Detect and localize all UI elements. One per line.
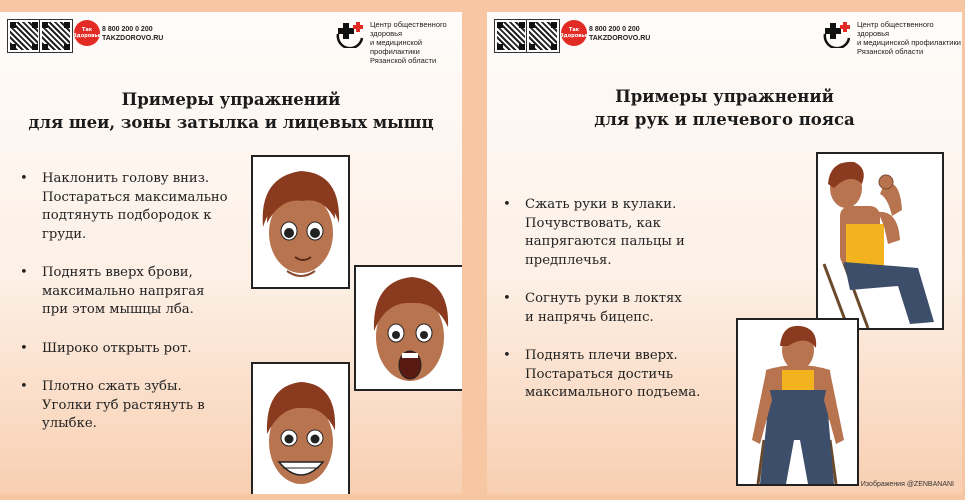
- face-smile-image: [251, 362, 350, 494]
- poster-right: [487, 12, 962, 494]
- exercise-list: [14, 170, 254, 434]
- qr-code-icon: [527, 20, 559, 52]
- list-item: • Поднять плечи вверх. Постараться достичь максимального подъема.: [497, 347, 747, 403]
- health-center-name: Центр общественного здоровья и медицинской профилактики Рязанской области: [370, 20, 447, 65]
- list-item: • Поднять вверх брови, максимально напрягая при этом мышцы лба.: [14, 264, 254, 320]
- poster-header: [487, 12, 962, 60]
- page-title: Примеры упражнений для рук и плечевого пояса: [594, 87, 855, 129]
- health-center-name: Центр общественного здоровья и медицинской профилактики Рязанской области: [857, 20, 961, 56]
- face-chin-down-image: [251, 155, 350, 289]
- health-center-logo-icon: [821, 18, 855, 48]
- person-shoulders-up-image: [736, 318, 859, 486]
- hotline-text: 8 800 200 0 200 TAKZDOROVO.RU: [102, 26, 164, 42]
- person-biceps-image: [816, 152, 944, 330]
- poster-left: [0, 12, 462, 494]
- list-item: • Сжать руки в кулаки. Почувствовать, как напрягаются пальцы и предплечья.: [497, 196, 747, 270]
- qr-code-icon: [8, 20, 40, 52]
- qr-code-icon: [40, 20, 72, 52]
- qr-code-icon: [495, 20, 527, 52]
- takzdorovo-logo: Так Здоровье: [561, 20, 587, 46]
- list-item: • Широко открыть рот.: [14, 340, 254, 359]
- list-item: • Плотно сжать зубы. Уголки губ растянуть в улыбке.: [14, 378, 254, 434]
- exercise-list: [497, 196, 747, 403]
- hotline-text: 8 800 200 0 200 TAKZDOROVO.RU: [589, 26, 651, 42]
- face-mouth-open-image: [354, 265, 462, 391]
- page-title: Примеры упражнений для шеи, зоны затылка и лицевых мышц: [28, 90, 434, 132]
- image-credit: Изображения @ZENBANANI: [860, 481, 954, 488]
- takzdorovo-logo: Так Здоровье: [74, 20, 100, 46]
- list-item: • Наклонить голову вниз. Постараться максимально подтянуть подбородок к груди.: [14, 170, 254, 244]
- health-center-logo-icon: [334, 18, 368, 48]
- poster-header: [0, 12, 462, 65]
- list-item: • Согнуть руки в локтях и напрячь бицепс.: [497, 290, 747, 327]
